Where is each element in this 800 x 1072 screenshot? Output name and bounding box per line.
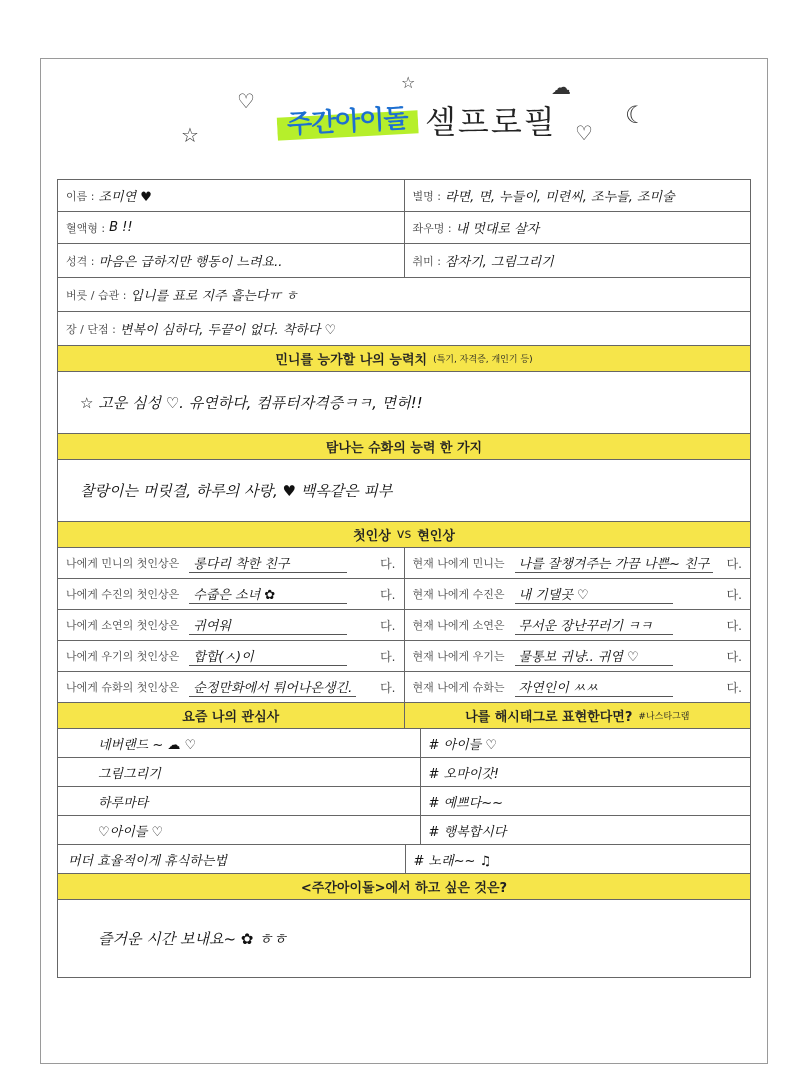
sentence-ending: 다. xyxy=(726,618,742,633)
hashtag-value: # 행복합시다 xyxy=(428,824,507,840)
current-impression-cell xyxy=(404,641,751,671)
personality-value: 마음은 급하지만 행동이 느려요.. xyxy=(98,255,283,270)
motto-label: 좌우명 : xyxy=(412,221,452,235)
motto-value: 내 멋대로 살자 xyxy=(455,222,540,237)
current-impression-value: 물통보 귀냥.. 귀염 ♡ xyxy=(515,646,673,666)
profile-sheet xyxy=(40,58,768,1064)
ability-heading xyxy=(58,346,750,371)
answer-row xyxy=(58,900,750,978)
interest-value: 네버랜드 ~ ☁ ♡ xyxy=(98,737,197,753)
sentence-ending: 다. xyxy=(726,649,742,664)
current-impression-cell xyxy=(404,672,751,702)
impressions-heading-vs: vs xyxy=(396,527,412,542)
section-header-row xyxy=(58,434,750,460)
hashtag-value: # 노래~~ ♫ xyxy=(413,853,492,869)
current-impression-label: 현재 나에게 소연은 xyxy=(412,619,505,632)
sentence-ending: 다. xyxy=(380,556,396,571)
interest-row xyxy=(58,787,750,816)
ability-heading-text: 민니를 능가할 나의 능력치 xyxy=(275,353,428,368)
weekly-idol-logo: 주간아이돌 xyxy=(276,97,419,146)
hashtag-cell xyxy=(420,787,751,815)
first-impression-label: 나에게 소연의 첫인상은 xyxy=(66,619,180,632)
wish-answer: 즐거운 시간 보내요~ ✿ ㅎㅎ xyxy=(98,930,288,948)
current-impression-cell xyxy=(404,579,751,609)
interest-cell xyxy=(58,787,420,815)
first-impression-cell xyxy=(58,579,404,609)
impressions-heading-first: 첫인상 xyxy=(353,529,391,544)
impression-row xyxy=(58,548,750,579)
interest-row xyxy=(58,758,750,787)
hobby-value: 잠자기, 그림그리기 xyxy=(444,255,554,270)
first-impression-cell xyxy=(58,548,404,578)
section-header-row xyxy=(58,703,750,729)
covet-answer: 찰랑이는 머릿결, 하루의 사랑, ♥ 백옥같은 피부 xyxy=(80,482,393,500)
impression-row xyxy=(58,641,750,672)
hashtag-heading-note: #나스타그램 xyxy=(638,712,690,722)
interest-cell xyxy=(58,729,420,757)
first-impression-value: 순정만화에서 튀어나온생긴. xyxy=(189,677,356,697)
first-impression-cell xyxy=(58,641,404,671)
current-impression-label: 현재 나에게 우기는 xyxy=(412,650,505,663)
hashtag-value: # 예쁘다~~ xyxy=(428,795,503,811)
personality-label: 성격 : xyxy=(66,254,95,268)
impression-row xyxy=(58,579,750,610)
section-header-row xyxy=(58,346,750,372)
first-impression-value: 귀여워 xyxy=(189,615,347,635)
name-label: 이름 : xyxy=(66,189,95,203)
interest-row xyxy=(58,729,750,758)
info-row xyxy=(58,180,750,212)
first-impression-value: 합합(ㅅ)이 xyxy=(189,646,347,666)
ability-answer-cell xyxy=(58,372,750,433)
pros-cons-value: 변복이 심하다, 두끝이 없다. 착하다 ♡ xyxy=(119,323,337,338)
info-row xyxy=(58,278,750,312)
current-impression-cell xyxy=(404,548,751,578)
pros-cons-label: 장 / 단점 : xyxy=(66,322,116,336)
impressions-heading xyxy=(58,522,750,547)
impressions-rows xyxy=(58,548,750,703)
hobby-cell xyxy=(404,244,751,277)
personality-cell xyxy=(58,244,404,277)
hashtag-value: # 아이들 ♡ xyxy=(428,737,497,753)
wish-heading: <주간아이돌>에서 하고 싶은 것은? xyxy=(58,874,750,899)
ability-answer: ☆ 고운 심성 ♡. 유연하다, 컴퓨터자격증ㅋㅋ, 면허!! xyxy=(80,394,423,412)
interests-rows xyxy=(58,729,750,874)
hashtag-cell xyxy=(420,816,751,844)
sentence-ending: 다. xyxy=(380,680,396,695)
interest-cell xyxy=(58,758,420,786)
current-impression-cell xyxy=(404,610,751,640)
hashtag-heading-text: 나를 해시태그로 표현한다면? xyxy=(465,710,633,725)
first-impression-value: 수줍은 소녀 ✿ xyxy=(189,584,347,604)
first-impression-label: 나에게 수진의 첫인상은 xyxy=(66,588,180,601)
hashtag-heading xyxy=(404,703,751,728)
heart-doodle-icon: ♡ xyxy=(237,89,255,113)
interest-cell xyxy=(58,845,405,873)
current-impression-label: 현재 나에게 슈화는 xyxy=(412,681,505,694)
first-impression-label: 나에게 슈화의 첫인상은 xyxy=(66,681,180,694)
impression-row xyxy=(58,672,750,703)
nickname-value: 라면, 면, 누들이, 미련씨, 조누들, 조미술 xyxy=(444,190,675,205)
nickname-cell xyxy=(404,180,751,211)
interest-value: 머더 효율적이게 휴식하는법 xyxy=(68,853,227,869)
current-impression-value: 나를 잘챙겨주는 가끔 나쁜~ 친구 xyxy=(515,553,714,573)
sentence-ending: 다. xyxy=(380,587,396,602)
hashtag-cell xyxy=(420,758,751,786)
impressions-heading-now: 현인상 xyxy=(417,529,455,544)
covet-heading: 탐나는 슈화의 능력 한 가지 xyxy=(58,434,750,459)
wish-answer-cell xyxy=(58,900,750,977)
interest-value: 그림그리기 xyxy=(98,766,161,782)
habit-value: 입니를 표로 지주 흘는다ㅠ ㅎ xyxy=(130,289,298,304)
section-header-row xyxy=(58,874,750,900)
habit-cell xyxy=(58,278,750,311)
hashtag-cell xyxy=(420,729,751,757)
interest-row xyxy=(58,845,750,874)
hashtag-cell xyxy=(405,845,751,873)
info-row xyxy=(58,212,750,244)
nickname-label: 별명 : xyxy=(412,189,441,203)
blood-value: B !! xyxy=(109,220,133,235)
header xyxy=(41,59,767,177)
moon-doodle-icon: ☾ xyxy=(625,101,647,129)
cloud-doodle-icon: ☁ xyxy=(551,75,571,99)
blood-cell xyxy=(58,212,404,243)
first-impression-cell xyxy=(58,672,404,702)
sentence-ending: 다. xyxy=(380,618,396,633)
star-doodle-icon: ☆ xyxy=(181,123,199,147)
pros-cons-cell xyxy=(58,312,750,345)
interest-value: 하루마타 xyxy=(98,795,149,811)
first-impression-label: 나에게 민니의 첫인상은 xyxy=(66,557,180,570)
interest-value: ♡아이들 ♡ xyxy=(98,824,164,840)
habit-label: 버릇 / 습관 : xyxy=(66,288,127,302)
current-impression-label: 현재 나에게 민니는 xyxy=(412,557,505,570)
hobby-label: 취미 : xyxy=(412,254,441,268)
sentence-ending: 다. xyxy=(726,556,742,571)
current-impression-value: 내 기댈곳 ♡ xyxy=(515,584,673,604)
impression-row xyxy=(58,610,750,641)
interest-cell xyxy=(58,816,420,844)
ability-heading-note: (특기, 자격증, 개인기 등) xyxy=(433,355,533,365)
page-title: 셀프로필 xyxy=(425,103,557,141)
answer-row xyxy=(58,372,750,434)
current-impression-value: 자연인이 ㅆㅆ xyxy=(515,677,673,697)
sentence-ending: 다. xyxy=(726,680,742,695)
first-impression-value: 롱다리 착한 친구 xyxy=(189,553,347,573)
blood-label: 혈액형 : xyxy=(66,221,106,235)
first-impression-cell xyxy=(58,610,404,640)
current-impression-label: 현재 나에게 수진은 xyxy=(412,588,505,601)
info-row xyxy=(58,312,750,346)
section-header-row xyxy=(58,522,750,548)
covet-answer-cell xyxy=(58,460,750,521)
info-row xyxy=(58,244,750,278)
answer-row xyxy=(58,460,750,522)
profile-table xyxy=(57,179,751,978)
star-doodle-icon: ☆ xyxy=(401,73,416,92)
heart-doodle-icon: ♡ xyxy=(575,121,593,145)
first-impression-label: 나에게 우기의 첫인상은 xyxy=(66,650,180,663)
name-cell xyxy=(58,180,404,211)
interest-row xyxy=(58,816,750,845)
sentence-ending: 다. xyxy=(726,587,742,602)
hashtag-value: # 오마이갓! xyxy=(428,766,499,782)
interests-heading: 요즘 나의 관심사 xyxy=(58,703,404,728)
name-value: 조미연 ♥ xyxy=(98,190,152,205)
motto-cell xyxy=(404,212,751,243)
sentence-ending: 다. xyxy=(380,649,396,664)
current-impression-value: 무서운 장난꾸러기 ㅋㅋ xyxy=(515,615,673,635)
